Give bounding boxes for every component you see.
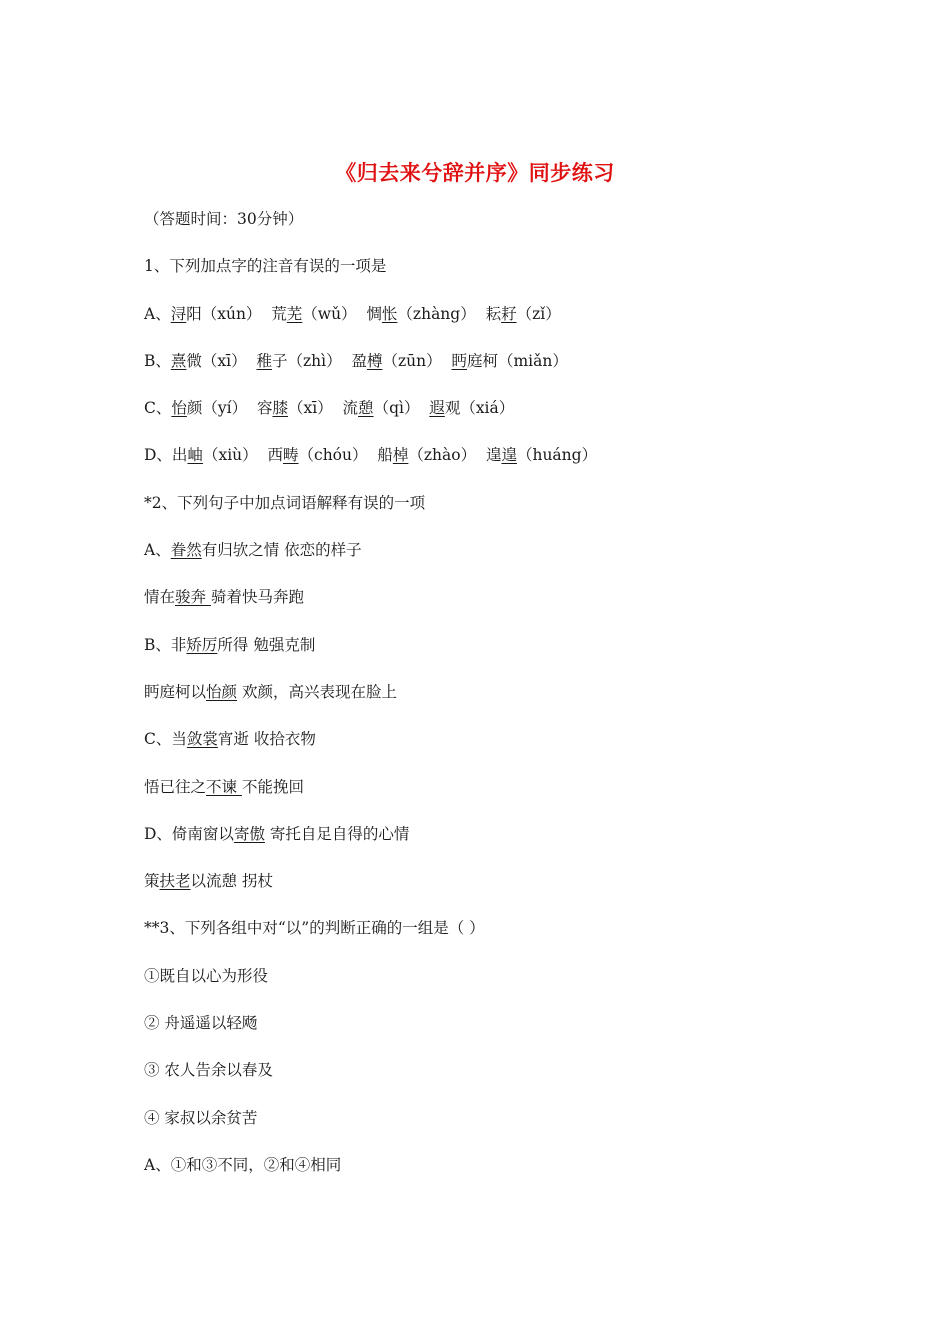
text-segment: ①既自以心为形役 [144,966,269,985]
text-line [144,489,844,536]
text-segment: 眄庭柯以 [144,682,207,701]
text-segment: ④ 家叔以余贫苦 [144,1108,258,1127]
underlined-term: 眄 [451,351,467,370]
text-segment: D、倚南窗以 [144,824,234,843]
text-line [144,536,844,583]
text-segment: D、出 [144,446,188,465]
text-line [144,441,844,488]
text-segment: 不能挽回 [241,777,304,796]
underlined-term: 稚 [256,351,272,370]
text-line [144,962,844,1009]
underlined-term: 怅 [381,304,398,323]
text-line [144,1151,844,1198]
text-line [144,773,844,820]
text-segment: 骑着快马奔跑 [210,588,304,607]
text-segment: 有归欤之情 依恋的样子 [201,541,362,560]
underlined-term: 棹 [392,446,409,465]
text-segment: ② 舟遥遥以轻飏 [144,1014,258,1033]
text-segment: 寄托自足自得的心情 [264,824,410,843]
text-line [144,820,844,867]
text-segment: （zūn） [382,351,452,370]
underlined-term: 遑 [501,446,517,465]
text-segment: 微（xī） [186,351,257,370]
underlined-term: 不谏 [206,777,242,796]
text-line [144,300,844,347]
underlined-term: 扶老 [159,872,191,891]
underlined-term: 畴 [283,446,299,465]
text-segment: 观（xiá） [444,399,515,418]
text-line [144,914,844,961]
text-line [144,394,844,441]
underlined-term: 怡 [171,399,187,418]
text-segment: 情在 [144,588,176,607]
text-segment: B、非 [144,635,187,654]
text-segment: 所得 勉强克制 [217,635,316,654]
text-segment: 颜（yí） 容 [186,399,273,418]
text-segment: *2、下列句子中加点词语解释有误的一项 [144,493,426,512]
text-line [144,252,844,299]
text-line [144,1009,844,1056]
text-segment: 悟已往之 [144,777,207,796]
text-line [144,1104,844,1151]
text-line [144,725,844,772]
text-line [144,631,844,678]
text-line [144,867,844,914]
document-title: 《归去来兮辞并序》同步练习 [335,161,615,185]
text-line [144,205,844,252]
text-segment: C、 [144,399,172,418]
text-segment: 策 [144,872,160,891]
underlined-term: 熹 [170,351,187,370]
text-segment: （wǔ） 惆 [302,304,382,323]
document-body [144,205,844,1198]
text-segment: 庭柯（miǎn） [466,351,568,370]
underlined-term: 浔 [170,304,187,323]
underlined-term: 芜 [286,304,303,323]
text-segment: B、 [144,351,171,370]
text-segment: C、当 [144,730,187,749]
underlined-term: 岫 [187,446,203,465]
text-segment: 子（zhì） 盈 [271,351,367,370]
underlined-term: 眷然 [170,541,202,560]
text-segment: 欢颜，高兴表现在脸上 [237,682,397,701]
text-segment: ③ 农人告余以春及 [144,1061,273,1080]
underlined-term: 骏奔 [175,588,211,607]
underlined-term: 怡颜 [206,682,238,701]
text-segment: A、①和③不同，②和④相同 [144,1155,342,1174]
text-segment: （答题时间：30分钟） [144,210,304,228]
text-segment: 1、下列加点字的注音有误的一项是 [144,257,387,276]
text-line [144,1056,844,1103]
text-line [144,347,844,394]
text-segment: **3、下列各组中对“以”的判断正确的一组是（ ） [144,919,485,938]
underlined-term: 敛裳 [186,730,218,749]
text-line [144,678,844,725]
text-segment: （huáng） [516,446,598,465]
underlined-term: 寄傲 [233,824,265,843]
text-segment: 阳（xún） 荒 [186,304,287,323]
underlined-term: 憩 [358,399,374,418]
text-segment: （zhào） 遑 [408,446,502,465]
underlined-term: 膝 [272,399,288,418]
text-segment: （xī） 流 [287,399,359,418]
text-segment: （chóu） 船 [298,446,393,465]
underlined-term: 遐 [429,399,445,418]
underlined-term: 矫厉 [186,635,218,654]
text-segment: 宵逝 收拾衣物 [217,730,316,749]
text-segment: 以流憩 拐杖 [190,872,273,891]
text-segment: （qì） [373,399,430,418]
text-segment: （zhàng） 耘 [397,304,502,323]
underlined-term: 耔 [501,304,517,323]
text-line [144,583,844,630]
underlined-term: 樽 [366,351,383,370]
text-segment: （zǐ） [516,304,561,323]
text-segment: （xiù） 西 [202,446,283,465]
text-segment: A、 [144,541,171,560]
text-segment: A、 [144,304,171,323]
